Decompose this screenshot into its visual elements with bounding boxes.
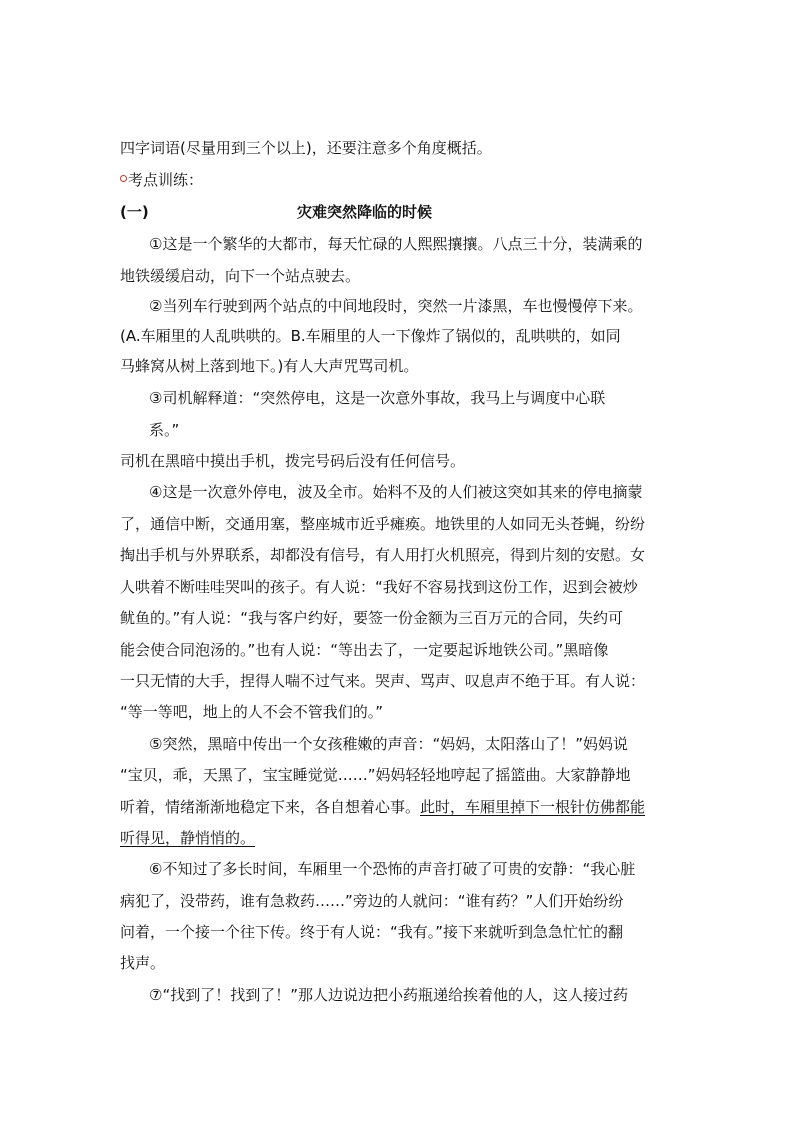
practice-heading-text: 考点训练： bbox=[128, 171, 204, 189]
paragraph-line: 人哄着不断哇哇哭叫的孩子。有人说：“我好不容易找到这份工作，迟到会被炒 bbox=[120, 578, 638, 596]
practice-heading bbox=[120, 170, 203, 190]
paragraph-line: 找声。 bbox=[120, 954, 166, 972]
paragraph-line: (A.车厢里的人乱哄哄的。B.车厢里的人一下像炸了锅似的，乱哄哄的，如同 bbox=[120, 327, 621, 345]
story-title: 灾难突然降临的时候 bbox=[297, 203, 433, 221]
paragraph-line: 鱿鱼的。”有人说：“我与客户约好，要签一份金额为三百万元的合同，失约可 bbox=[120, 609, 624, 627]
paragraph-line: “等一等吧，地上的人不会不管我们的。” bbox=[120, 703, 384, 721]
paragraph-line: 司机在黑暗中摸出手机，拨完号码后没有任何信号。 bbox=[120, 452, 466, 470]
paragraph-line: 了，通信中断，交通用塞，整座城市近乎瘫痪。地铁里的人如同无头苍蝇，纷纷 bbox=[120, 515, 646, 533]
paragraph-line: 系。” bbox=[149, 421, 180, 439]
paragraph-line: 能会使合同泡汤的。”也有人说：“等出去了，一定要起诉地铁公司。”黑暗像 bbox=[120, 641, 609, 659]
intro-text: 四字词语(尽量用到三个以上)，还要注意多个角度概括。 bbox=[120, 139, 492, 157]
underlined-sentence: 此时，车厢里掉下一根针仿佛都能 bbox=[420, 798, 646, 816]
paragraph-line: ⑥不知过了多长时间，车厢里一个恐怖的声音打破了可贵的安静：“我心脏 bbox=[149, 860, 636, 878]
paragraph-line: 掏出手机与外界联系，却都没有信号，有人用打火机照亮，得到片刻的安慰。女 bbox=[120, 546, 646, 564]
paragraph-text: 听着，情绪渐渐地稳定下来，各自想着心事。 bbox=[120, 798, 421, 816]
paragraph-line bbox=[120, 797, 645, 817]
underlined-sentence: 听得见，静悄悄的。 bbox=[120, 829, 256, 847]
paragraph-line: 马蜂窝从树上落到地下。)有人大声咒骂司机。 bbox=[120, 357, 419, 375]
paragraph-line: “宝贝，乖，天黑了，宝宝睡觉觉……”妈妈轻轻地哼起了摇篮曲。大家静静地 bbox=[120, 766, 631, 784]
paragraph-line: ①这是一个繁华的大都市，每天忙碌的人熙熙攘攘。八点三十分，装满乘的 bbox=[149, 235, 643, 253]
paragraph-line: ③司机解释道：“突然停电，这是一次意外事故，我马上与调度中心联 bbox=[149, 389, 606, 407]
paragraph-line: ②当列车行驶到两个站点的中间地段时，突然一片漆黑，车也慢慢停下来。 bbox=[149, 297, 643, 315]
paragraph-line: 问着，一个接一个往下传。终于有人说：“我有。”接下来就听到急急忙忙的翻 bbox=[120, 923, 624, 941]
paragraph-line: 病犯了，没带药，谁有急救药……”旁边的人就问：“谁有药？”人们开始纷纷 bbox=[120, 892, 624, 910]
section-label: (一) bbox=[120, 203, 149, 221]
paragraph-line: 地铁缓缓启动，向下一个站点驶去。 bbox=[120, 267, 361, 285]
paragraph-line: 一只无情的大手，捏得人喘不过气来。哭声、骂声、叹息声不绝于耳。有人说： bbox=[120, 672, 646, 690]
paragraph-line: ⑤突然，黑暗中传出一个女孩稚嫩的声音：“妈妈，太阳落山了！”妈妈说 bbox=[149, 735, 628, 753]
paragraph-line: ④这是一次意外停电，波及全市。始料不及的人们被这突如其来的停电摘蒙 bbox=[149, 483, 643, 501]
paragraph-line: ⑦“找到了！找到了！”那人边说边把小药瓶递给挨着他的人，这人接过药 bbox=[149, 986, 628, 1004]
bullet-mark-icon bbox=[120, 175, 127, 182]
